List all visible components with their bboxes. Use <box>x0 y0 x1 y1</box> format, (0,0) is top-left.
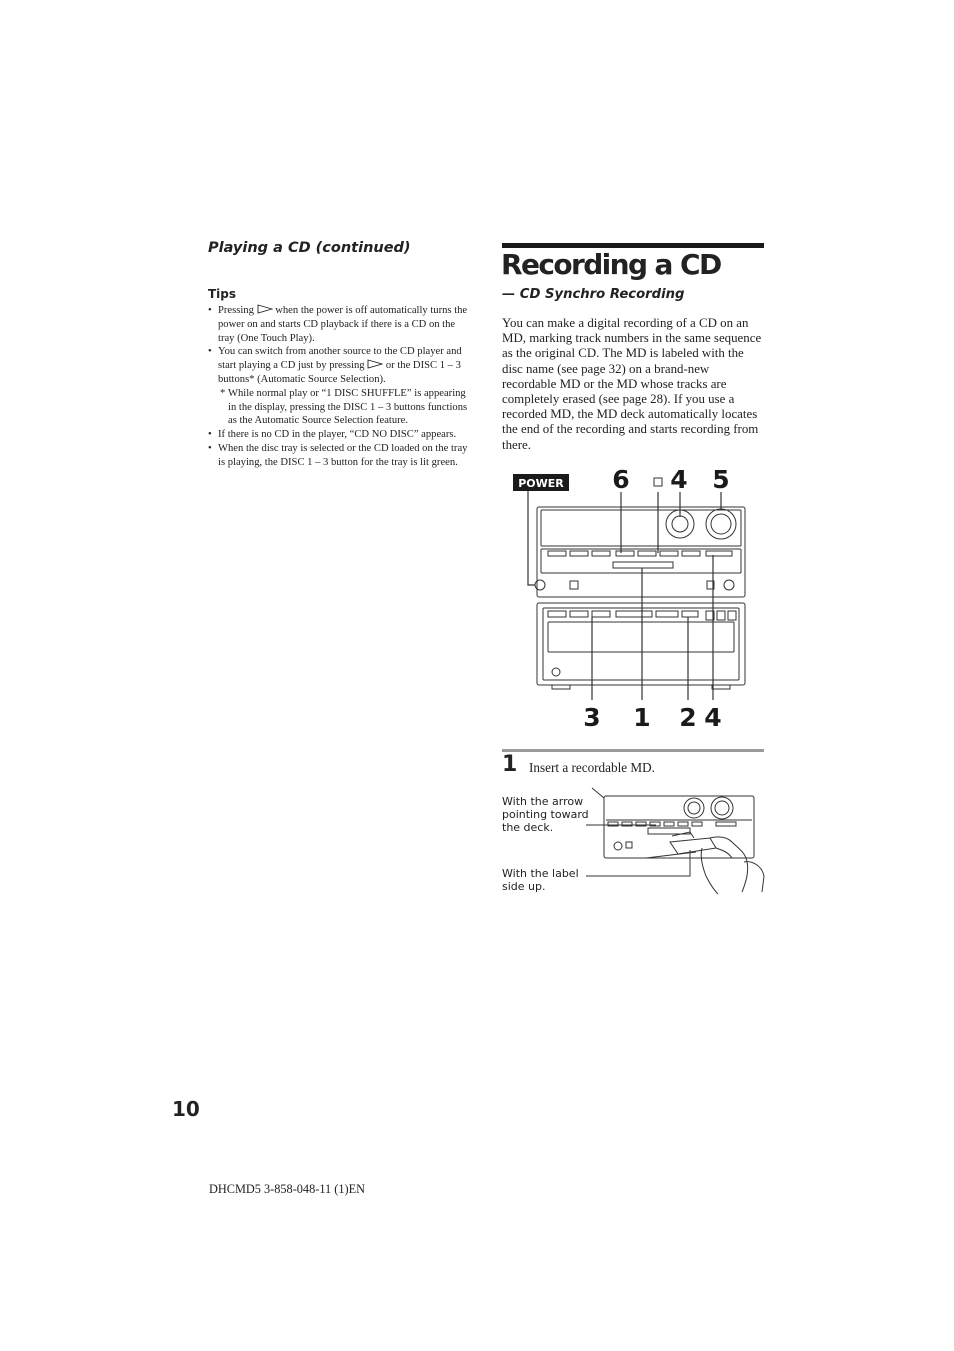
callout-top: 4 <box>670 465 688 494</box>
tips-heading: Tips <box>208 287 237 301</box>
running-title: Playing a CD (continued) <box>208 240 411 256</box>
tip-item: • Pressing when the power is off automatically turns the power on and starts CD playback if there is a CD on the tray (One Touch Play). <box>208 305 468 344</box>
callout-top: 5 <box>712 465 730 494</box>
tip-note: * While normal play or “1 DISC SHUFFLE” is appearing in the display, pressing the DISC 1 – 3 buttons functions as the Automatic Source Selection feature. <box>220 387 468 427</box>
callout-top: 6 <box>612 465 630 494</box>
play-icon <box>367 359 383 369</box>
callout-bottom: 3 <box>583 703 601 732</box>
callout-bottom: 1 <box>633 703 651 732</box>
page-footer: DHCMD5 3-858-048-11 (1)EN <box>209 1182 365 1196</box>
play-icon <box>257 304 273 314</box>
tips-list <box>208 304 472 470</box>
callout-bottom: 4 <box>704 703 722 732</box>
callout-label-side: With the label side up. <box>502 867 579 893</box>
intro-paragraph: You can make a digital recording of a CD on an MD, marking track numbers in the same sequence as the original CD. The MD is labeled with the disc name (see page 32) on a brand-new recordable MD or the MD whose tracks are completely erased (see page 28). If you use a recorded MD, the MD deck automatically locates the end of the recording and starts recording from there. <box>502 316 762 452</box>
page-number: 10 <box>172 1097 200 1121</box>
step-number: 1 <box>502 752 518 777</box>
stereo-system-illustration <box>508 462 758 737</box>
power-label: POWER <box>518 477 564 490</box>
tip-item: • You can switch from another source to the CD player and start playing a CD just by pressing or the DISC 1 – 3 buttons* (Automatic Source Selection). <box>208 346 462 385</box>
step-text: Insert a recordable MD. <box>529 760 655 775</box>
md-insert-illustration <box>586 786 766 896</box>
section-title: Recording a CD <box>501 248 721 281</box>
callout-bottom: 2 <box>679 703 697 732</box>
callout-arrow-direction: With the arrow pointing toward the deck. <box>502 795 589 834</box>
tip-item: • If there is no CD in the player, “CD NO DISC” appears. <box>208 429 457 441</box>
section-subtitle: — CD Synchro Recording <box>502 287 685 302</box>
tip-item: • When the disc tray is selected or the CD loaded on the tray is playing, the DISC 1 – 3 button for the tray is lit green. <box>208 442 468 468</box>
step-rule <box>502 749 764 752</box>
